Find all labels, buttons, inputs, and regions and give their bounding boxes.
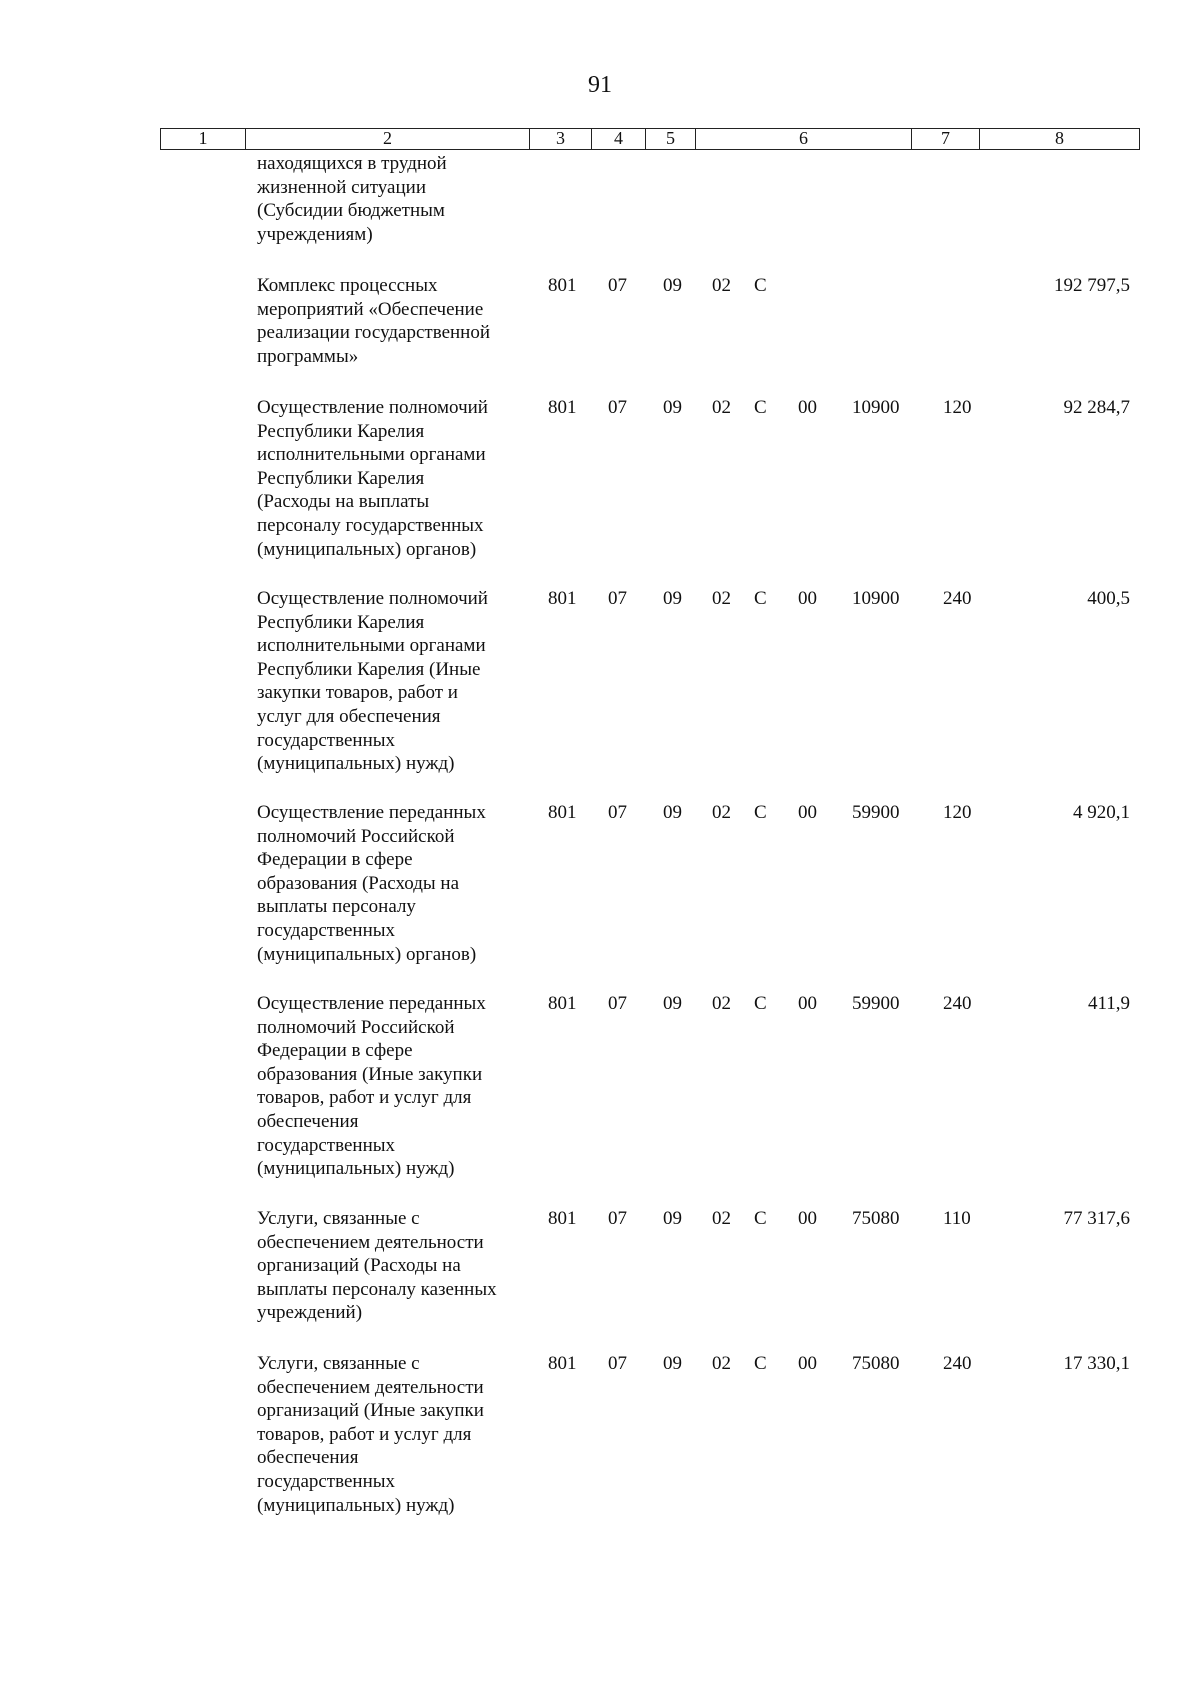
header-col-5: 5 <box>645 129 695 149</box>
continued-description: находящихся в трудной жизненной ситуации (Субсидии бюджетным учреждениям) <box>257 153 447 245</box>
direction-code: 10900 <box>852 588 900 609</box>
subsection-code: 09 <box>663 993 682 1014</box>
direction-code: 75080 <box>852 1353 900 1374</box>
subsection-code: 09 <box>663 275 682 296</box>
subsection-code: 09 <box>663 397 682 418</box>
header-col-1: 1 <box>198 128 208 148</box>
program-letter: С <box>754 1353 767 1374</box>
ministry-code: 801 <box>548 993 577 1014</box>
section-code: 07 <box>608 802 627 823</box>
program-code: 02 <box>712 802 731 823</box>
ministry-code: 801 <box>548 275 577 296</box>
expense-type-code: 240 <box>943 1353 972 1374</box>
section-code: 07 <box>608 275 627 296</box>
row-description: Осуществление полномочий Республики Карелия исполнительными органами Республики Карелия (Иные закупки товаров, работ и услуг для обеспечения государственных (муниципальных) нужд) <box>257 588 488 775</box>
subsection-code: 09 <box>663 1353 682 1374</box>
direction-code: 59900 <box>852 993 900 1014</box>
page-number: 91 <box>588 72 612 98</box>
program-code: 02 <box>712 1208 731 1229</box>
program-letter: С <box>754 1208 767 1229</box>
program-code: 02 <box>712 397 731 418</box>
amount-value: 192 797,5 <box>1054 275 1130 296</box>
header-col-8: 8 <box>979 129 1139 149</box>
header-col-6: 6 <box>695 129 911 149</box>
program-code: 02 <box>712 275 731 296</box>
amount-value: 17 330,1 <box>1063 1353 1130 1374</box>
direction-code: 75080 <box>852 1208 900 1229</box>
direction-code: 59900 <box>852 802 900 823</box>
subprogram-code: 00 <box>798 1208 817 1229</box>
subprogram-code: 00 <box>798 993 817 1014</box>
ministry-code: 801 <box>548 588 577 609</box>
amount-value: 400,5 <box>1087 588 1130 609</box>
ministry-code: 801 <box>548 1208 577 1229</box>
row-description: Осуществление полномочий Республики Карелия исполнительными органами Республики Карелия (Расходы на выплаты персоналу государственных (муниципальных) органов) <box>257 397 488 560</box>
section-code: 07 <box>608 1208 627 1229</box>
header-col-4: 4 <box>591 129 645 149</box>
ministry-code: 801 <box>548 1353 577 1374</box>
amount-value: 4 920,1 <box>1073 802 1130 823</box>
section-code: 07 <box>608 397 627 418</box>
program-letter: С <box>754 588 767 609</box>
header-col-7: 7 <box>911 129 979 149</box>
amount-value: 92 284,7 <box>1063 397 1130 418</box>
row-description: Осуществление переданных полномочий Российской Федерации в сфере образования (Иные закупки товаров, работ и услуг для обеспечения государственных (муниципальных) нужд) <box>257 993 486 1180</box>
program-code: 02 <box>712 588 731 609</box>
subprogram-code: 00 <box>798 588 817 609</box>
expense-type-code: 240 <box>943 993 972 1014</box>
program-letter: С <box>754 275 767 296</box>
subsection-code: 09 <box>663 1208 682 1229</box>
direction-code: 10900 <box>852 397 900 418</box>
row-description: Осуществление переданных полномочий Российской Федерации в сфере образования (Расходы на выплаты персоналу государственных (муниципальных) органов) <box>257 802 486 965</box>
section-code: 07 <box>608 1353 627 1374</box>
program-letter: С <box>754 802 767 823</box>
amount-value: 411,9 <box>1087 993 1130 1014</box>
ministry-code: 801 <box>548 802 577 823</box>
header-col-3: 3 <box>529 129 591 149</box>
header-col-2: 2 <box>245 129 529 149</box>
expense-type-code: 120 <box>943 397 972 418</box>
program-code: 02 <box>712 1353 731 1374</box>
row-description: Услуги, связанные с обеспечением деятельности организаций (Иные закупки товаров, работ и услуг для обеспечения государственных (муниципальных) нужд) <box>257 1353 484 1516</box>
subprogram-code: 00 <box>798 397 817 418</box>
expense-type-code: 240 <box>943 588 972 609</box>
program-code: 02 <box>712 993 731 1014</box>
subprogram-code: 00 <box>798 802 817 823</box>
subsection-code: 09 <box>663 802 682 823</box>
row-description: Комплекс процессных мероприятий «Обеспечение реализации государственной программы» <box>257 275 491 367</box>
section-code: 07 <box>608 993 627 1014</box>
expense-type-code: 120 <box>943 802 972 823</box>
subsection-code: 09 <box>663 588 682 609</box>
program-letter: С <box>754 993 767 1014</box>
row-description: Услуги, связанные с обеспечением деятельности организаций (Расходы на выплаты персоналу казенных учреждений) <box>257 1208 497 1324</box>
table-header <box>160 128 1140 150</box>
expense-type-code: 110 <box>943 1208 971 1229</box>
ministry-code: 801 <box>548 397 577 418</box>
amount-value: 77 317,6 <box>1063 1208 1130 1229</box>
program-letter: С <box>754 397 767 418</box>
section-code: 07 <box>608 588 627 609</box>
subprogram-code: 00 <box>798 1353 817 1374</box>
